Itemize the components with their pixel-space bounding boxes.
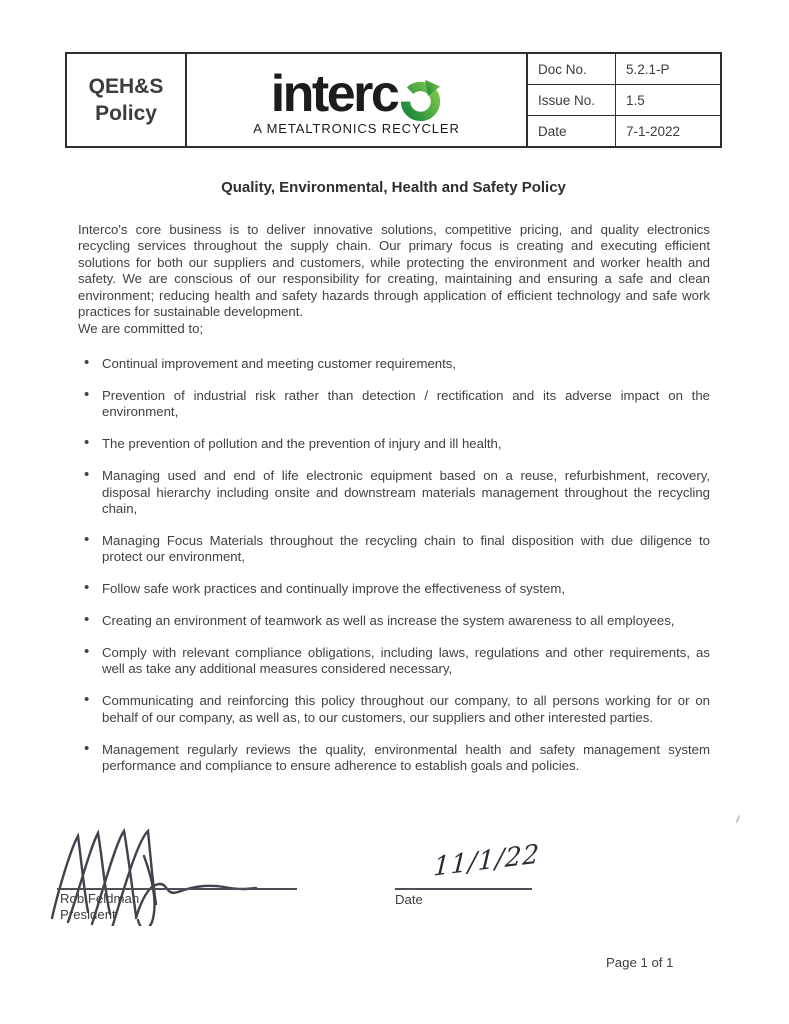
doc-no-label: Doc No. xyxy=(528,54,616,84)
signer-title: President xyxy=(60,907,116,922)
policy-type-box xyxy=(67,54,187,146)
signer-name: Rob Feldman xyxy=(60,891,140,906)
date-line xyxy=(395,888,532,890)
policy-bullet: • Continual improvement and meeting customer requirements, xyxy=(78,356,710,372)
document-header-table xyxy=(65,52,722,148)
company-logo xyxy=(187,54,528,146)
issue-no-value: 1.5 xyxy=(626,92,645,108)
policy-bullet: • Follow safe work practices and continually improve the effectiveness of system, xyxy=(78,581,710,597)
policy-box-line1: QEH&S xyxy=(88,75,164,98)
date-value-cell: 7-1-2022 xyxy=(626,123,681,139)
logo-wordmark-text: interc xyxy=(270,65,398,123)
handwritten-date: 11/1/22 xyxy=(432,839,541,883)
doc-meta-table xyxy=(528,54,720,146)
issue-no-label: Issue No. xyxy=(528,85,616,115)
date-label: Date xyxy=(395,892,423,907)
policy-bullet: • Prevention of industrial risk rather than detection / rectification and its adverse impact on the environment, xyxy=(78,388,710,421)
date-label-cell: Date xyxy=(528,116,616,146)
logo-wordmark-row xyxy=(271,66,443,122)
recycle-circle-arrow-icon xyxy=(399,79,442,122)
doc-no-value: 5.2.1-P xyxy=(626,61,670,77)
scan-artifact xyxy=(736,815,741,823)
policy-bullet: • Comply with relevant compliance obligations, including laws, regulations and other requirements, as well as take any additional measures considered necessary, xyxy=(78,645,710,678)
policy-bullet: • Managing Focus Materials throughout the recycling chain to final disposition with due diligence to protect our environment, xyxy=(78,533,710,566)
page-title: Quality, Environmental, Health and Safety Policy xyxy=(221,179,566,196)
policy-bullet: • The prevention of pollution and the prevention of injury and ill health, xyxy=(78,436,710,452)
intro-paragraph: Interco's core business is to deliver innovative solutions, competitive pricing, and quality electronics recycling services throughout the supply chain. Our primary focus is creating and executing efficient solutions for both our suppliers and customers, while protecting the environment and worker health and safety. We are conscious of our responsibility for creating, maintaining and ensuring a safe and clean environment; reducing health and safety hazards through application of efficient technology and safe work practices for sustainable development. xyxy=(78,222,710,320)
doc-meta-row xyxy=(528,54,720,85)
committed-line: We are committed to; xyxy=(78,321,204,336)
policy-bullet: • Managing used and end of life electronic equipment based on a reuse, refurbishment, recovery, disposal hierarchy including onsite and downstream materials management throughout the recycling chain, xyxy=(78,468,710,517)
page-number: Page 1 of 1 xyxy=(606,955,674,970)
policy-bullet: • Communicating and reinforcing this policy throughout our company, to all persons working for or on behalf of our company, as well as, to our customers, our suppliers and other interested parties. xyxy=(78,693,710,726)
signature-line xyxy=(57,888,297,890)
policy-box-line2: Policy xyxy=(95,102,157,125)
policy-bullet: • Management regularly reviews the quality, environmental health and safety management system performance and compliance to ensure adherence to establish goals and policies. xyxy=(78,742,710,775)
policy-bullet: • Creating an environment of teamwork as well as increase the system awareness to all employees, xyxy=(78,613,710,629)
doc-meta-row xyxy=(528,85,720,116)
logo-tagline: A METALTRONICS RECYCLER xyxy=(253,121,460,136)
doc-meta-row xyxy=(528,116,720,146)
commitments-list xyxy=(78,356,710,790)
